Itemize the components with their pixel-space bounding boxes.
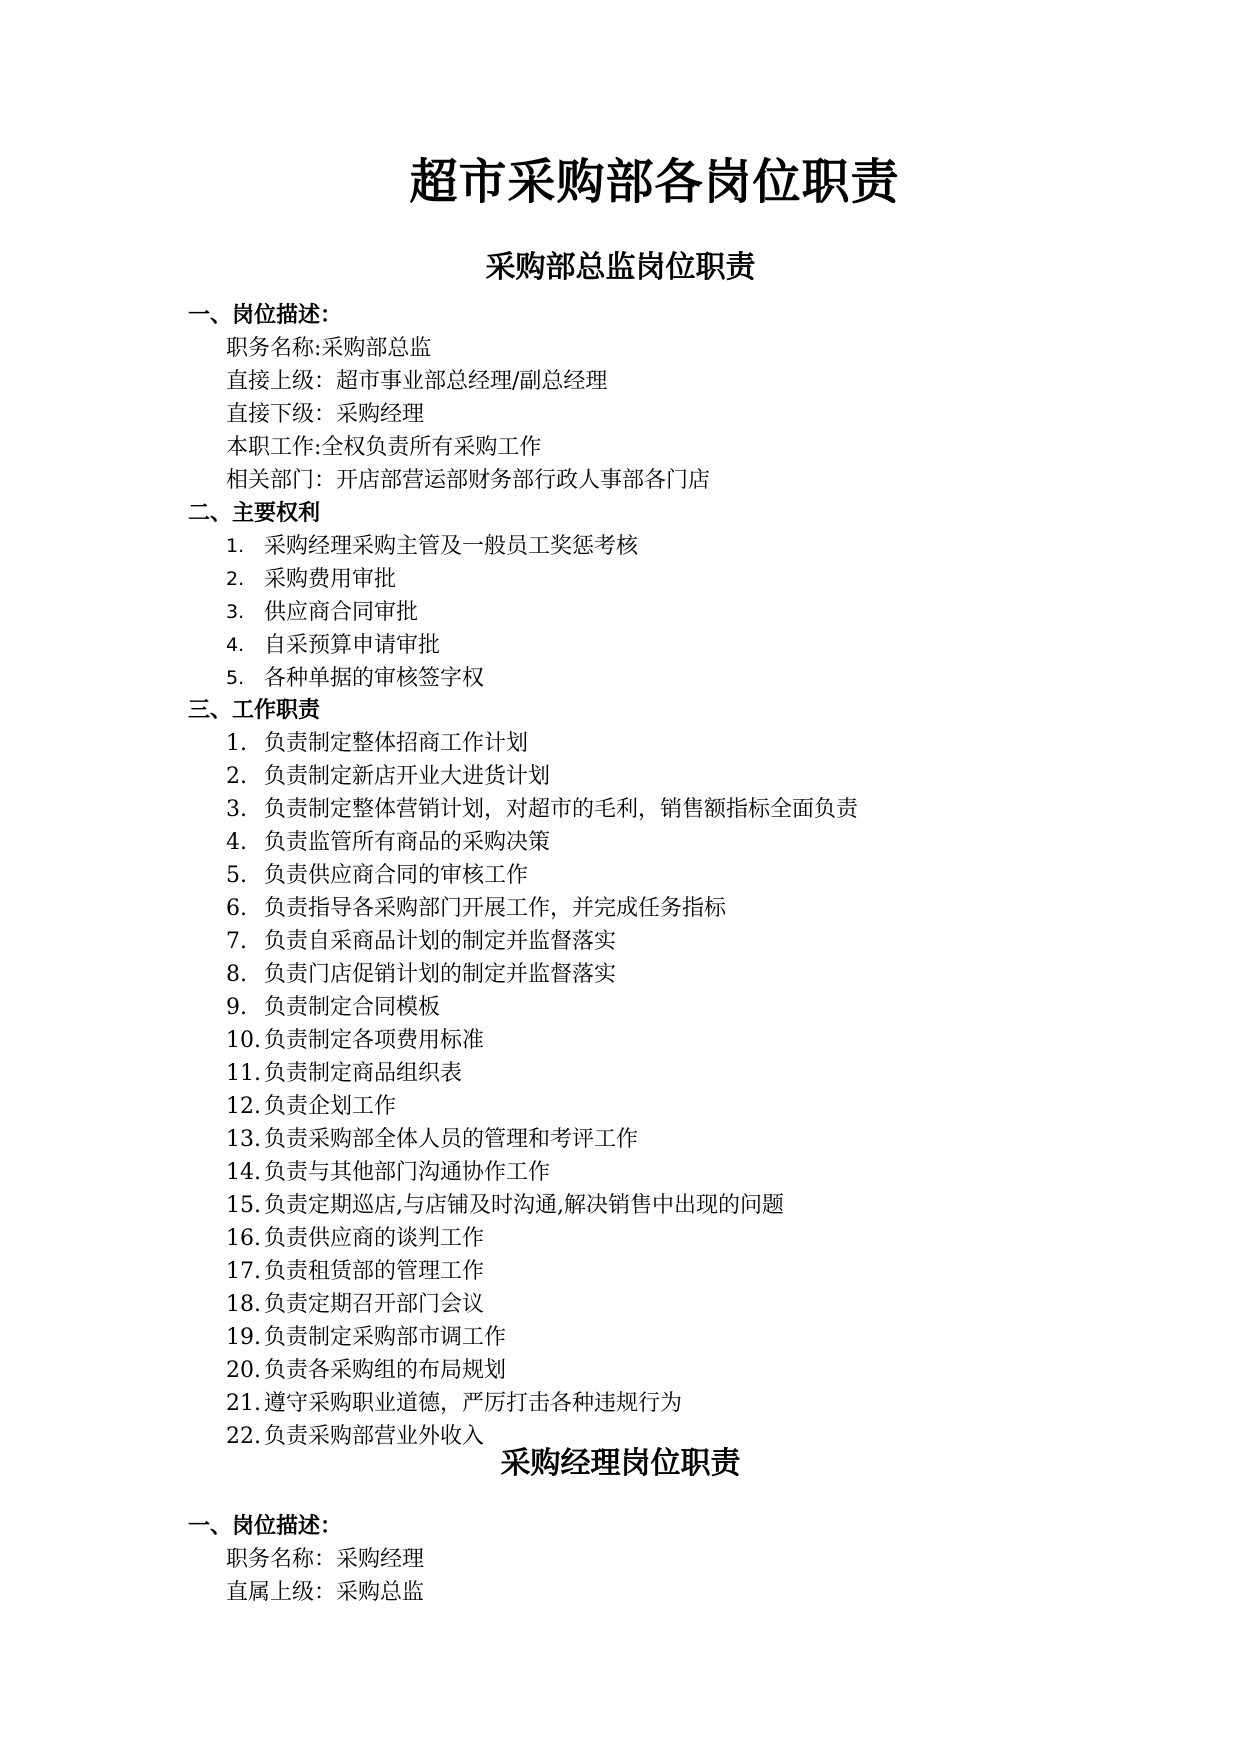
part-heading: 二、主要权利	[188, 500, 321, 526]
list-item	[188, 760, 1188, 793]
part-heading: 一、岗位描述：	[188, 302, 343, 328]
item-text: 负责定期巡店,与店铺及时沟通,解决销售中出现的问题	[264, 1193, 784, 1218]
item-text: 负责采购部营业外收入	[264, 1424, 485, 1449]
item-number: 4.	[226, 634, 245, 656]
item-number: 7.	[226, 929, 247, 954]
document-title: 超市采购部各岗位职责	[409, 154, 900, 210]
item-number: 19.	[226, 1325, 261, 1350]
director-main-rights	[188, 497, 1188, 695]
list-item	[188, 1387, 1188, 1420]
list-item	[188, 563, 1188, 596]
list-item	[188, 727, 1188, 760]
item-number: 9.	[226, 995, 247, 1020]
item-text: 负责供应商的谈判工作	[264, 1226, 485, 1251]
item-number: 5.	[226, 667, 245, 689]
list-item	[188, 662, 1188, 695]
rights-list	[188, 530, 1188, 695]
item-number: 3.	[226, 601, 245, 623]
field-direct-subordinate: 直接下级：采购经理	[226, 402, 425, 427]
director-job-description	[188, 299, 1188, 497]
item-text: 负责制定采购部市调工作	[264, 1325, 507, 1350]
section-title-manager: 采购经理岗位职责	[500, 1446, 741, 1481]
item-text: 遵守采购职业道德，严厉打击各种违规行为	[264, 1391, 683, 1416]
item-text: 负责制定商品组织表	[264, 1061, 463, 1086]
director-responsibilities	[188, 694, 1188, 1453]
item-text: 负责门店促销计划的制定并监督落实	[264, 962, 617, 987]
item-text: 负责制定整体营销计划，对超市的毛利，销售额指标全面负责	[264, 797, 859, 822]
list-item	[188, 925, 1188, 958]
item-text: 负责制定各项费用标准	[264, 1028, 485, 1053]
item-number: 14.	[226, 1160, 261, 1185]
item-number: 12.	[226, 1094, 261, 1119]
item-number: 2.	[226, 764, 247, 789]
responsibilities-list	[188, 727, 1188, 1453]
item-number: 15.	[226, 1193, 261, 1218]
list-item	[188, 530, 1188, 563]
item-number: 11.	[226, 1061, 261, 1086]
item-number: 8.	[226, 962, 247, 987]
list-item	[188, 1321, 1188, 1354]
field-job-title: 职务名称：采购经理	[226, 1547, 425, 1572]
item-number: 4.	[226, 830, 247, 855]
item-number: 22.	[226, 1424, 261, 1449]
list-item	[188, 958, 1188, 991]
field-list	[188, 332, 1188, 497]
item-text: 负责制定整体招商工作计划	[264, 731, 529, 756]
item-number: 10.	[226, 1028, 261, 1053]
item-text: 负责指导各采购部门开展工作，并完成任务指标	[264, 896, 727, 921]
item-text: 采购费用审批	[264, 567, 397, 592]
item-text: 负责企划工作	[264, 1094, 397, 1119]
item-number: 21.	[226, 1391, 261, 1416]
field-related-departments: 相关部门：开店部营运部财务部行政人事部各门店	[226, 468, 711, 493]
item-number: 1.	[226, 535, 245, 557]
list-item	[188, 793, 1188, 826]
list-item	[188, 596, 1188, 629]
field-direct-superior: 直属上级：采购总监	[226, 1580, 425, 1605]
item-number: 16.	[226, 1226, 261, 1251]
manager-job-description	[188, 1510, 1188, 1609]
list-item	[188, 1255, 1188, 1288]
item-text: 负责监管所有商品的采购决策	[264, 830, 551, 855]
list-item	[188, 1156, 1188, 1189]
list-item	[188, 892, 1188, 925]
item-number: 20.	[226, 1358, 261, 1383]
list-item	[188, 1222, 1188, 1255]
part-heading: 三、工作职责	[188, 697, 321, 723]
item-text: 负责制定新店开业大进货计划	[264, 764, 551, 789]
list-item	[188, 1090, 1188, 1123]
item-number: 3.	[226, 797, 247, 822]
item-number: 5.	[226, 863, 247, 888]
item-number: 2.	[226, 568, 245, 590]
item-text: 负责与其他部门沟通协作工作	[264, 1160, 551, 1185]
item-text: 负责定期召开部门会议	[264, 1292, 485, 1317]
list-item	[188, 1288, 1188, 1321]
field-main-work: 本职工作:全权负责所有采购工作	[226, 435, 542, 460]
part-heading: 一、岗位描述：	[188, 1513, 343, 1539]
item-number: 17.	[226, 1259, 261, 1284]
item-text: 各种单据的审核签字权	[264, 666, 485, 691]
list-item	[188, 991, 1188, 1024]
list-item	[188, 1123, 1188, 1156]
item-number: 18.	[226, 1292, 261, 1317]
item-text: 负责制定合同模板	[264, 995, 441, 1020]
field-direct-superior: 直接上级：超市事业部总经理/副总经理	[226, 369, 608, 394]
field-list	[188, 1543, 1188, 1609]
section-title-director: 采购部总监岗位职责	[485, 250, 756, 285]
item-number: 1.	[226, 731, 247, 756]
list-item	[188, 629, 1188, 662]
item-text: 采购经理采购主管及一般员工奖惩考核	[264, 534, 639, 559]
item-text: 负责采购部全体人员的管理和考评工作	[264, 1127, 639, 1152]
item-number: 13.	[226, 1127, 261, 1152]
item-number: 6.	[226, 896, 247, 921]
list-item	[188, 859, 1188, 892]
list-item	[188, 1057, 1188, 1090]
item-text: 负责各采购组的布局规划	[264, 1358, 507, 1383]
list-item	[188, 826, 1188, 859]
item-text: 负责租赁部的管理工作	[264, 1259, 485, 1284]
field-job-title: 职务名称:采购部总监	[226, 336, 432, 361]
item-text: 供应商合同审批	[264, 600, 419, 625]
item-text: 负责供应商合同的审核工作	[264, 863, 529, 888]
list-item	[188, 1024, 1188, 1057]
item-text: 自采预算申请审批	[264, 633, 441, 658]
item-text: 负责自采商品计划的制定并监督落实	[264, 929, 617, 954]
list-item	[188, 1189, 1188, 1222]
list-item	[188, 1354, 1188, 1387]
